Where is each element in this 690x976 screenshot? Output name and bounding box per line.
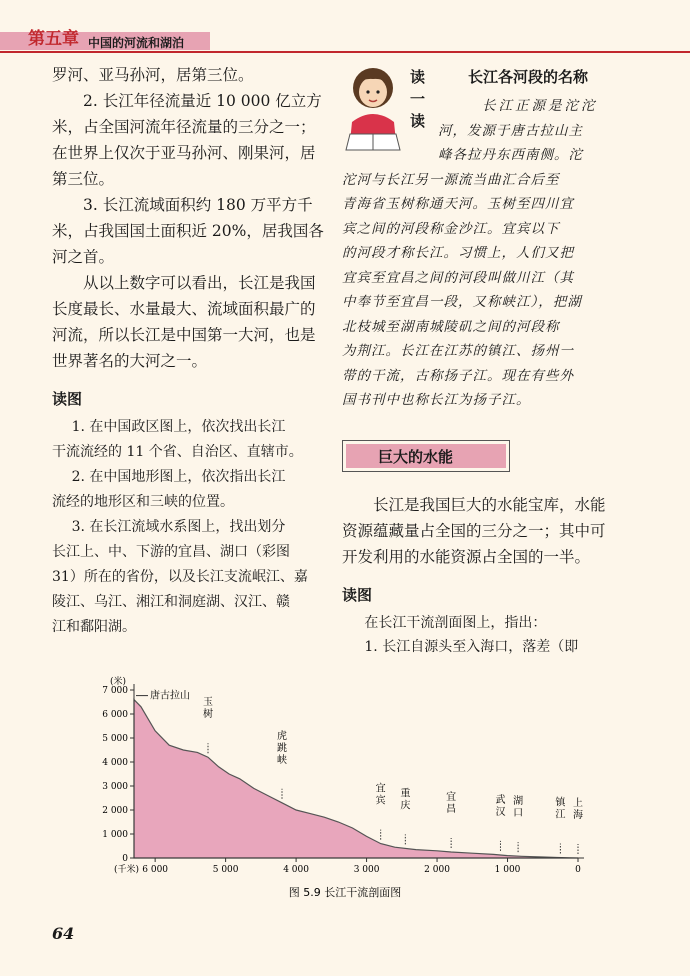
chapter-label: 第五章 [28, 29, 79, 49]
text-line: 1. 长江自源头至入海口，落差（即 [364, 639, 579, 655]
page-number: 64 [52, 924, 75, 943]
text-line: 江和鄱阳湖。 [52, 619, 136, 635]
x-tick-label: 4 000 [283, 865, 309, 875]
reading-heading-left: 读图 [52, 390, 83, 408]
sidebar-line: 沱河与长江另一源流当曲汇合后至 [342, 171, 560, 188]
sidebar-line: 为荆江。长江在江苏的镇江、扬州一 [342, 343, 574, 359]
text-line: 陵江、乌江、湘江和洞庭湖、汉江、赣 [52, 594, 290, 610]
river-profile-figure [0, 662, 690, 912]
text-line: 1. 在中国政区图上，依次找出长江 [71, 419, 286, 435]
text-line: 米，占我国国土面积近 20%，居我国各 [52, 222, 324, 240]
text-line: 世界著名的大河之一。 [52, 352, 208, 370]
sidebar-title: 长江各河段的名称 [468, 68, 589, 86]
sidebar-line: 宾之间的河段称金沙江。宜宾以下 [342, 220, 560, 237]
paragraph [52, 88, 334, 192]
paragraph [52, 62, 334, 88]
y-tick-label: 3 000 [102, 782, 128, 792]
profile-area [134, 700, 578, 858]
annotation-label: 重庆 [400, 788, 411, 812]
sidebar-line: 带的干流，古称扬子江。现在有些外 [342, 367, 574, 384]
text-line: 3. 在长江流域水系图上，找出划分 [71, 519, 286, 535]
text-line: 长江上、中、下游的宜昌、湖口（彩图 [52, 544, 290, 560]
text-line: 罗河、亚马孙河，居第三位。 [52, 66, 254, 84]
text-line: 长江是我国巨大的水能宝库，水能 [373, 496, 606, 514]
paragraph [52, 192, 334, 270]
y-tick-label: 2 000 [102, 806, 128, 816]
river-profile-chart [0, 662, 690, 912]
x-tick-label: 2 000 [424, 865, 450, 875]
annotation-label: 上海 [573, 798, 583, 821]
text-line: 流经的地形区和三峡的位置。 [52, 494, 234, 510]
text-line: 河之首。 [52, 248, 115, 266]
y-tick-label: 1 000 [102, 830, 128, 840]
text-line: 干流流经的 11 个省、自治区、直辖市。 [52, 444, 303, 460]
annotation-label: 宜昌 [446, 792, 457, 815]
text-line: 米，占全国河流年径流量的三分之一； [52, 118, 316, 136]
y-tick-label: 6 000 [102, 710, 128, 720]
sidebar-line: 青海省玉树称通天河。玉树至四川宜 [342, 196, 574, 212]
sidebar-line: 北枝城至湖南城陵矶之间的河段称 [342, 318, 560, 335]
chapter-subtitle: 中国的河流和湖泊 [88, 36, 185, 50]
x-tick-label: 1 000 [494, 865, 521, 875]
text-line: 河流，所以长江是中国第一大河，也是 [52, 326, 316, 344]
x-tick-label: 0 [575, 865, 581, 875]
x-tick-label: 5 000 [212, 865, 239, 875]
left-column [52, 62, 334, 640]
sidebar-label: 读一读 [410, 68, 426, 130]
sidebar-line: 峰各拉丹东西南侧。沱 [438, 147, 583, 163]
text-line: 从以上数字可以看出，长江是我国 [83, 274, 316, 292]
header-rule [0, 51, 690, 53]
reading-item [52, 515, 334, 640]
sidebar-line: 宜宾至宜昌之间的河段叫做川江（其 [342, 269, 574, 286]
y-tick-label: 5 000 [102, 734, 128, 744]
annotation-label: 镇江 [555, 797, 566, 821]
paragraph [52, 270, 334, 374]
y-tick-label: 4 000 [102, 758, 128, 768]
text-line: 第三位。 [52, 170, 115, 188]
text-line: 31）所在的省份，以及长江支流岷江、嘉 [52, 569, 308, 585]
annotation-label: 宜宾 [375, 783, 386, 807]
left-paragraphs [52, 62, 334, 374]
figure-caption: 图 5.9 长江干流剖面图 [288, 886, 402, 899]
x-axis-label: (千米) [114, 865, 140, 875]
left-reading-items [52, 415, 334, 640]
reading-heading-right: 读图 [342, 586, 373, 604]
x-tick-label: 6 000 [142, 865, 169, 875]
reading-item [342, 611, 632, 659]
annotation-label: 湖口 [513, 796, 524, 820]
sidebar-body [342, 94, 632, 413]
sidebar-line: 国书刊中也称长江为扬子江。 [342, 392, 531, 408]
hydro-section [342, 492, 632, 659]
text-line: 2. 在中国地形图上，依次指出长江 [71, 469, 286, 485]
annotation-label: 唐古拉山 [150, 690, 190, 702]
y-tick-label: 0 [122, 854, 128, 864]
text-line: 在世界上仅次于亚马孙河、刚果河，居 [52, 144, 316, 162]
text-line: 3. 长江流域面积约 180 万平方千 [83, 196, 313, 214]
text-line: 开发利用的水能资源占全国的一半。 [342, 548, 591, 566]
text-line: 2. 长江年径流量近 10 000 亿立方 [83, 92, 322, 110]
text-line: 资源蕴藏量占全国的三分之一；其中可 [342, 522, 606, 540]
annotation-label: 玉树 [203, 697, 213, 721]
sidebar-line: 河，发源于唐古拉山主 [438, 122, 583, 139]
reading-item [52, 415, 334, 465]
text-line: 在长江干流剖面图上，指出： [364, 615, 547, 631]
y-tick-label: 7 000 [102, 686, 128, 696]
annotation-label: 武汉 [495, 794, 506, 818]
reading-item [52, 465, 334, 515]
x-tick-label: 3 000 [353, 865, 380, 875]
sidebar-line: 长江正源是沱沱 [482, 98, 598, 114]
section-title: 巨大的水能 [378, 448, 454, 466]
y-axis-label: (米) [110, 677, 127, 687]
paragraph [342, 492, 632, 570]
sidebar-line: 的河段才称长江。习惯上，人们又把 [342, 245, 574, 261]
sidebar-line: 中奉节至宜昌一段，又称峡江），把湖 [342, 294, 582, 310]
annotation-label: 虎跳峡 [277, 730, 287, 766]
text-line: 长度最长、水量最大、流域面积最广的 [52, 300, 316, 318]
